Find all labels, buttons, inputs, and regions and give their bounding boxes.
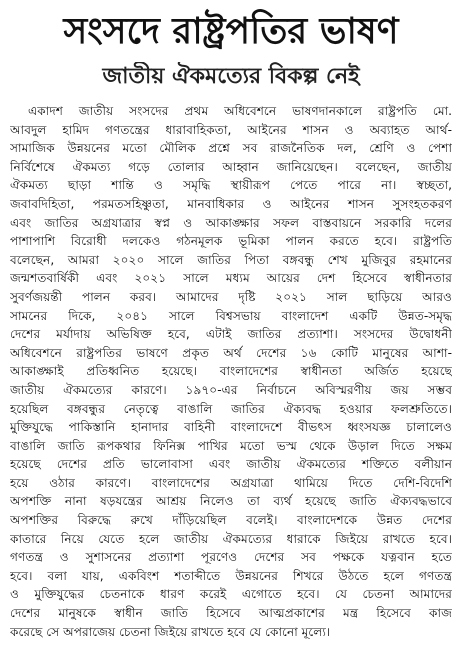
article-line: দেশের মানুষকে স্বাধীন জাতি হিসেবে আত্মপ্রকাশের মন্ত্র হিসেবে কাজ [10, 606, 452, 621]
article-line: আকাঙ্ক্ষাই প্রতিধ্বনিত হয়েছে। বাংলাদেশের স্বাধীনতা অর্জিত হয়েছে [10, 364, 452, 379]
article-line: হয়েছিল বঙ্গবন্ধুর নেতৃত্বে বাঙালি জাতির ঐক্যবদ্ধ হওয়ার ফলশ্রুতিতে। [10, 401, 452, 416]
article-line: অধিবেশনে রাষ্ট্রপতির ভাষণে প্রকৃত অর্থ দেশের ১৬ কোটি মানুষের আশা- [10, 345, 452, 360]
article-line: কাতারে নিয়ে যেতে হলে জাতীয় ঐকমত্যের ধারাকে জিইয়ে রাখতে হবে। [10, 531, 452, 546]
article-line: গণতন্ত্র ও সুশাসনের প্রত্যাশা পূরণেও দেশের সব পক্ষকে যত্নবান হতে [10, 550, 452, 565]
article-line: ও মুক্তিযুদ্ধের চেতনাকে ধারণ করেই এগোতে হবে। যে চেতনা আমাদের [10, 587, 452, 602]
article-body [10, 102, 452, 641]
article-line: জাতীয় ঐকমত্যের কারণে। ১৯৭০-এর নির্বাচনে অবিস্মরণীয় জয় সম্ভব [10, 382, 452, 397]
article-line: একাদশ জাতীয় সংসদের প্রথম অধিবেশনে ভাষণদানকালে রাষ্ট্রপতি মো. [28, 104, 452, 118]
article-line: সামাজিক উন্নয়নের মতো মৌলিক প্রশ্নে সব রাজনৈতিক দল, শ্রেণি ও পেশা [10, 141, 452, 156]
article-line: হয়েছে দেশের প্রতি ভালোবাসা এবং জাতীয় ঐকমত্যের শক্তিতে বলীয়ান [10, 457, 452, 472]
article-line: মুক্তিযুদ্ধে পাকিস্তানি হানাদার বাহিনী বাংলাদেশে বীভৎস ধ্বংসযজ্ঞ চালালেও [10, 420, 452, 435]
subheadline: জাতীয় ঐকমত্যের বিকল্প নেই [102, 64, 360, 89]
article-line: সামনের দিকে, ২০৪১ সালে বিশ্বসভায় বাংলাদেশ একটি উন্নত-সমৃদ্ধ [10, 308, 452, 323]
article-line: বলেছেন, আমরা ২০২০ সালে জাতির পিতা বঙ্গবন্ধু শেখ মুজিবুর রহমানের [10, 252, 452, 267]
article-line: জন্মশতবার্ষিকী এবং ২০২১ সালে মধ্যম আয়ের দেশ হিসেবে স্বাধীনতার [10, 271, 452, 286]
article-line: আবদুল হামিদ গণতন্ত্রের ধারাবাহিকতা, আইনের শাসন ও অব্যাহত আর্থ- [10, 122, 452, 137]
article-line: নির্বিশেষে ঐকমত্য গড়ে তোলার আহ্বান জানিয়েছেন। বলেছেন, জাতীয় [10, 159, 452, 174]
article-line: দেশের মর্যাদায় অভিষিক্ত হবে, এটাই জাতির প্রত্যাশা। সংসদের উদ্বোধনী [10, 327, 452, 342]
article-line: সুবর্ণজয়ন্তী পালন করব। আমাদের দৃষ্টি ২০২১ সাল ছাড়িয়ে আরও [10, 289, 452, 304]
headline: সংসদে রাষ্ট্রপতির ভাষণ [63, 11, 399, 52]
article-line: ঐকমত্য ছাড়া শান্তি ও সমৃদ্ধি স্থায়ীরূপ পেতে পারে না। স্বচ্ছতা, [10, 178, 452, 193]
article-line: জবাবদিহিতা, পরমতসহিষ্ণুতা, মানবাধিকার ও আইনের শাসন সুসংহতকরণ [10, 196, 452, 211]
article-line: হবে। বলা যায়, একবিংশ শতাব্দীতে উন্নয়নের শিখরে উঠতে হলে গণতন্ত্র [10, 568, 452, 583]
article-line: করেছে সে অপরাজেয় চেতনা জিইয়ে রাখতে হবে যে কোনো মূল্যে। [10, 624, 331, 639]
article-line: পাশাপাশি বিরোধী দলকেও গঠনমূলক ভূমিকা পালন করতে হবে। রাষ্ট্রপতি [10, 234, 452, 249]
article-line: হয়ে ওঠার কারণে। বাংলাদেশের অগ্রযাত্রা থামিয়ে দিতে দেশি-বিদেশি [10, 475, 452, 490]
article-line: এবং জাতির অগ্রযাত্রার স্বপ্ন ও আকাঙ্ক্ষার সফল বাস্তবায়নে সরকারি দলের [10, 215, 452, 230]
article-line: বাঙালি জাতি রূপকথার ফিনিক্স পাখির মতো ভস্ম থেকে উড়াল দিতে সক্ষম [10, 438, 452, 453]
article-line: অপশক্তি নানা ষড়যন্ত্রের আশ্রয় নিলেও তা ব্যর্থ হয়েছে জাতি ঐক্যবদ্ধভাবে [10, 494, 452, 509]
article-line: অপশক্তির বিরুদ্ধে রুখে দাঁড়িয়েছিল বলেই। বাংলাদেশকে উন্নত দেশের [10, 513, 452, 528]
